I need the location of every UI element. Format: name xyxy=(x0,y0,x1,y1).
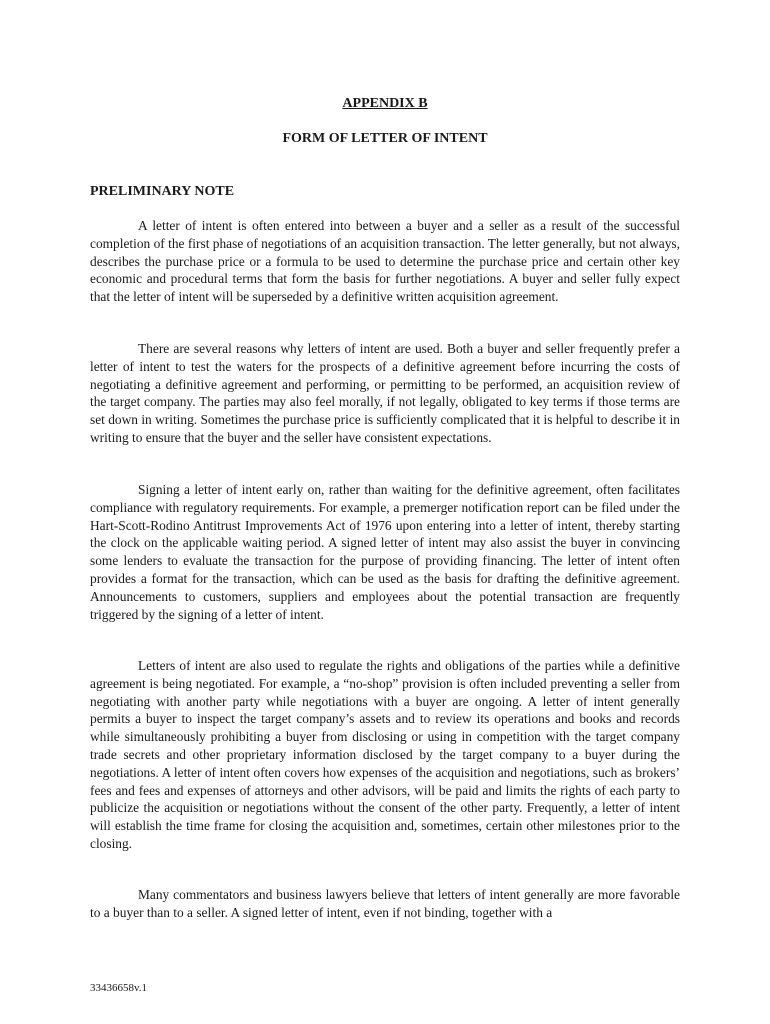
document-footer-id: 33436658v.1 xyxy=(90,982,148,994)
section-heading: PRELIMINARY NOTE xyxy=(90,184,235,199)
paragraph-3: Signing a letter of intent early on, rather than waiting for the definitive agreement, often facilitates compliance with regulatory requirements. For example, a premerger notification report can be filed under the Hart-Scott-Rodino Antitrust Improvements Act of 1976 upon entering into a letter of intent, thereby starting the clock on the applicable waiting period. A signed letter of intent may also assist the buyer in convincing some lenders to evaluate the transaction for the purpose of providing financing. The letter of intent often provides a format for the transaction, which can be used as the basis for drafting the definitive agreement. Announcements to customers, suppliers and employees about the potential transaction are frequently triggered by the signing of a letter of intent. xyxy=(90,482,680,622)
appendix-label: APPENDIX B xyxy=(342,96,428,111)
paragraph-1: A letter of intent is often entered into between a buyer and a seller as a result of the successful completion of the first phase of negotiations of an acquisition transaction. The letter generally, but not always, describes the purchase price or a formula to be used to determine the purchase price and certain other key economic and procedural terms that form the basis for further negotiations. A buyer and seller fully expect that the letter of intent will be superseded by a definitive written acquisition agreement. xyxy=(90,218,680,305)
paragraph-4: Letters of intent are also used to regulate the rights and obligations of the parties while a definitive agreement is being negotiated. For example, a “no-shop” provision is often included preventing a seller from negotiating with another party while negotiations with a buyer are ongoing. A letter of intent generally permits a buyer to inspect the target company’s assets and to review its operations and books and records while simultaneously prohibiting a buyer from disclosing or using in competition with the target company trade secrets and other proprietary information disclosed by the target company to a buyer during the negotiations. A letter of intent often covers how expenses of the acquisition and negotiations, such as brokers’ fees and fees and expenses of attorneys and other advisors, will be paid and limits the rights of each party to publicize the acquisition or negotiations without the consent of the other party. Frequently, a letter of intent will establish the time frame for closing the acquisition and, sometimes, certain other milestones prior to the closing. xyxy=(90,658,680,851)
paragraph-2: There are several reasons why letters of intent are used. Both a buyer and seller frequently prefer a letter of intent to test the waters for the prospects of a definitive agreement before incurring the costs of negotiating a definitive agreement and performing, or permitting to be performed, an acquisition review of the target company. The parties may also feel morally, if not legally, obligated to key terms if those terms are set down in writing. Sometimes the purchase price is sufficiently complicated that it is helpful to describe it in writing to ensure that the buyer and the seller have consistent expectations. xyxy=(90,341,680,445)
document-title: FORM OF LETTER OF INTENT xyxy=(282,131,488,146)
paragraph-5: Many commentators and business lawyers believe that letters of intent generally are more favorable to a buyer than to a seller. A signed letter of intent, even if not binding, together with a xyxy=(90,887,680,920)
